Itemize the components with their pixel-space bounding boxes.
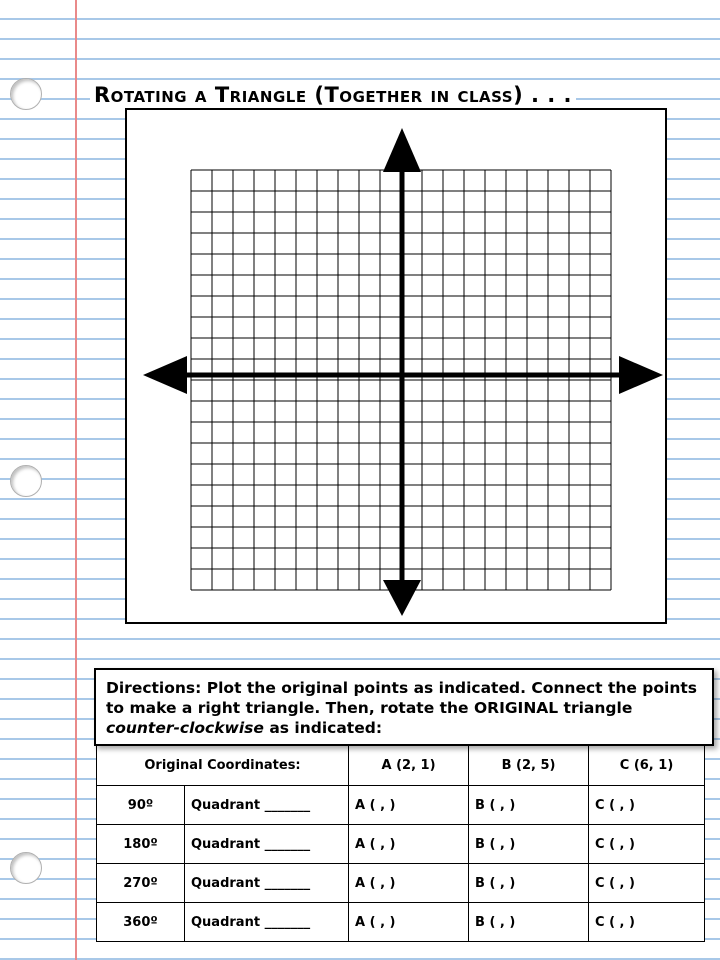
binder-hole-middle (10, 465, 42, 497)
directions-emphasis: counter-clockwise (106, 719, 264, 737)
directions-box (94, 668, 714, 746)
point-b-blank[interactable]: B ( , ) (469, 786, 589, 825)
coordinate-plane (127, 110, 665, 622)
arrow-right-icon (619, 356, 663, 394)
original-point-a: A (2, 1) (349, 745, 469, 786)
directions-text: Directions: Plot the original points as indicated. Connect the points to make a right triangle. Then, rotate the ORIGINAL triangle (106, 679, 698, 717)
point-b-blank[interactable]: B ( , ) (469, 903, 589, 942)
point-a-blank[interactable]: A ( , ) (349, 825, 469, 864)
quadrant-blank[interactable]: Quadrant _______ (185, 903, 349, 942)
quadrant-blank[interactable]: Quadrant _______ (185, 864, 349, 903)
rotation-degree: 180º (97, 825, 185, 864)
arrow-left-icon (143, 356, 187, 394)
original-point-c: C (6, 1) (589, 745, 705, 786)
page-title: Rotating a Triangle (Together in class) . . . (90, 82, 576, 108)
table-row (97, 825, 705, 864)
directions-text-end: as indicated: (263, 719, 383, 737)
rotation-degree: 270º (97, 864, 185, 903)
rotation-table (96, 744, 705, 942)
arrow-down-icon (383, 580, 421, 616)
binder-hole-bottom (10, 852, 42, 884)
quadrant-blank[interactable]: Quadrant _______ (185, 786, 349, 825)
quadrant-blank[interactable]: Quadrant _______ (185, 825, 349, 864)
binder-hole-top (10, 78, 42, 110)
rotation-degree: 360º (97, 903, 185, 942)
table-header-row (97, 745, 705, 786)
coordinate-plane-frame (125, 108, 667, 624)
point-a-blank[interactable]: A ( , ) (349, 903, 469, 942)
table-row (97, 786, 705, 825)
table-row (97, 864, 705, 903)
notebook-margin-line (75, 0, 77, 960)
point-c-blank[interactable]: C ( , ) (589, 825, 705, 864)
arrow-up-icon (383, 128, 421, 172)
original-point-b: B (2, 5) (469, 745, 589, 786)
point-c-blank[interactable]: C ( , ) (589, 903, 705, 942)
rotation-degree: 90º (97, 786, 185, 825)
point-a-blank[interactable]: A ( , ) (349, 864, 469, 903)
point-a-blank[interactable]: A ( , ) (349, 786, 469, 825)
table-row (97, 903, 705, 942)
point-c-blank[interactable]: C ( , ) (589, 864, 705, 903)
original-coordinates-label: Original Coordinates: (97, 745, 349, 786)
point-b-blank[interactable]: B ( , ) (469, 825, 589, 864)
point-c-blank[interactable]: C ( , ) (589, 786, 705, 825)
point-b-blank[interactable]: B ( , ) (469, 864, 589, 903)
